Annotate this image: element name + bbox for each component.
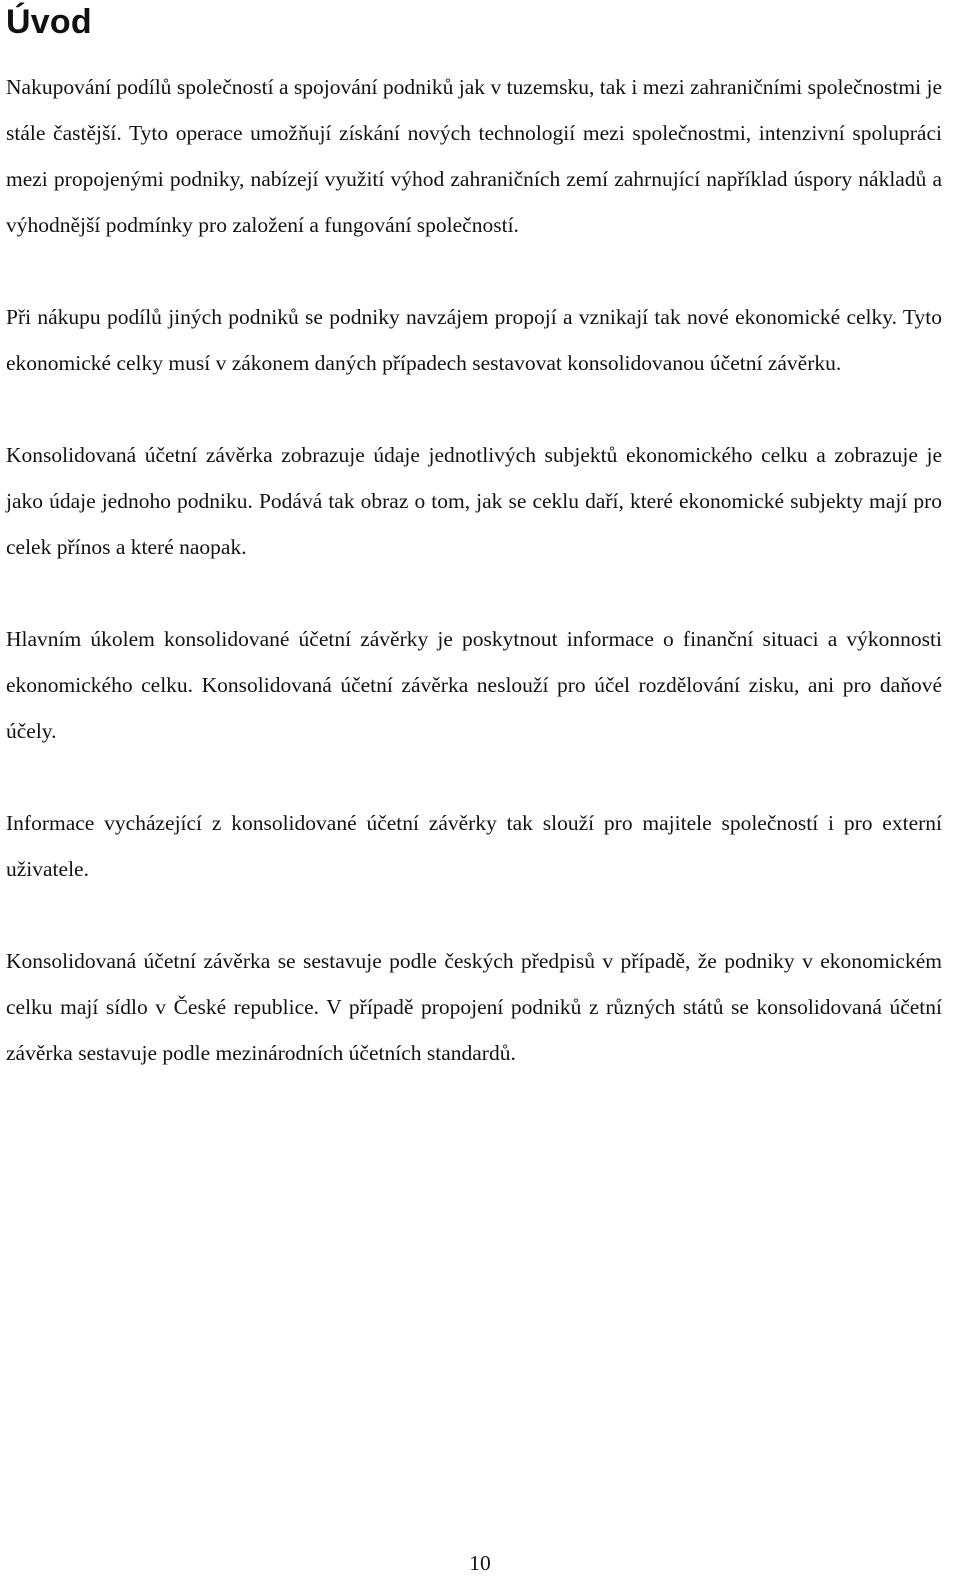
paragraph-5: Informace vycházející z konsolidované účetní závěrky tak slouží pro majitele společností i pro externí uživatele. bbox=[6, 811, 942, 881]
page-number: 10 bbox=[469, 1551, 491, 1575]
paragraph-6: Konsolidovaná účetní závěrka se sestavuje podle českých předpisů v případě, že podniky v ekonomickém celku mají sídlo v České republice. V případě propojení podniků z různých států se konsolidovaná účetní závěrka sestavuje podle mezinárodních účetních standardů. bbox=[6, 949, 942, 1065]
paragraph-2: Při nákupu podílů jiných podniků se podniky navzájem propojí a vznikají tak nové ekonomické celky. Tyto ekonomické celky musí v zákonem daných případech sestavovat konsolidovanou účetní závěrku. bbox=[6, 305, 942, 375]
paragraph-1: Nakupování podílů společností a spojování podniků jak v tuzemsku, tak i mezi zahraničními společnostmi je stále častější. Tyto operace umožňují získání nových technologií mezi společnostmi, intenzivní spolupráci mezi propojenými podniky, nabízejí využití výhod zahraničních zemí zahrnující například úspory nákladů a výhodnější podmínky pro založení a fungování společností. bbox=[6, 75, 942, 237]
paragraph-3: Konsolidovaná účetní závěrka zobrazuje údaje jednotlivých subjektů ekonomického celku a zobrazuje je jako údaje jednoho podniku. Podává tak obraz o tom, jak se ceklu daří, které ekonomické subjekty mají pro celek přínos a které naopak. bbox=[6, 443, 942, 559]
paragraph-4: Hlavním úkolem konsolidované účetní závěrky je poskytnout informace o finanční situaci a výkonnosti ekonomického celku. Konsolidovaná účetní závěrka neslouží pro účel rozdělování zisku, ani pro daňové účely. bbox=[6, 627, 942, 743]
body-text bbox=[6, 64, 942, 1076]
section-heading: Úvod bbox=[6, 3, 92, 41]
